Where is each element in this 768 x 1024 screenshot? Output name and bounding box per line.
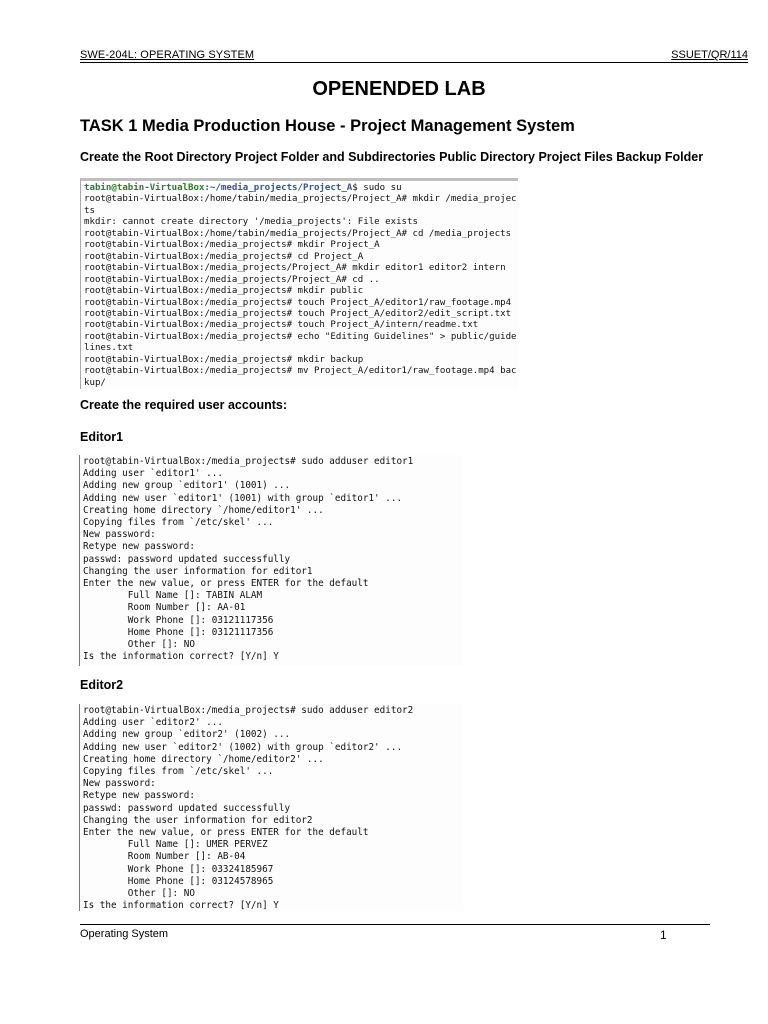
users-heading: Create the required user accounts:	[80, 398, 288, 412]
terminal-screenshot-editor2: root@tabin-VirtualBox:/media_projects# sudo adduser editor2 Adding user `editor2' ... Adding new group `editor2' (1002) ... Adding new user `editor2' (1002) with group `editor2' ... Creating home directory `/home/editor2' ... Copying files from `/etc/skel' ... New password: Retype new password: passwd: password updated successfully Changing the user information for editor2 Enter the new value, or press ENTER for the default Full Name []: UMER PERVEZ Room Number []: AB-04 Work Phone []: 03324185967 Home Phone []: 03124578965 Other []: NO Is the information correct? [Y/n] Y	[79, 704, 463, 911]
terminal-line: root@tabin-VirtualBox:/media_projects/Project_A# cd ..	[84, 274, 380, 285]
terminal-line: lines.txt	[84, 343, 134, 354]
editor2-heading: Editor2	[80, 678, 124, 692]
terminal-line: kup/	[84, 377, 106, 388]
terminal-screenshot-directories	[80, 178, 518, 389]
terminal-line: mkdir: cannot create directory '/media_projects': File exists	[84, 217, 418, 228]
editor1-heading: Editor1	[80, 430, 124, 444]
page-number: 1	[660, 928, 667, 942]
footer-divider	[80, 924, 710, 925]
terminal-line: ts	[84, 205, 95, 216]
task-subheading: Create the Root Directory Project Folder and Subdirectories Public Directory Project Files Backup Folder	[80, 150, 704, 164]
terminal-prompt-path: :~/media_projects/Project_A	[204, 183, 353, 193]
terminal-line: root@tabin-VirtualBox:/media_projects# mkdir public	[84, 286, 364, 297]
footer-label: Operating System	[80, 928, 169, 940]
page-title: OPENENDED LAB	[312, 78, 486, 100]
terminal-line: root@tabin-VirtualBox:/home/tabin/media_projects/Project_A# cd /media_projects	[84, 228, 512, 239]
header-code: SSUET/QR/114	[671, 49, 748, 61]
terminal-line: root@tabin-VirtualBox:/media_projects# touch Project_A/intern/readme.txt	[84, 320, 479, 331]
terminal-line: root@tabin-VirtualBox:/media_projects# cd Project_A	[84, 251, 364, 262]
terminal-line: root@tabin-VirtualBox:/media_projects# touch Project_A/editor2/edit_script.txt	[84, 308, 512, 319]
header-divider	[80, 62, 748, 63]
terminal-line: root@tabin-VirtualBox:/media_projects/Project_A# mkdir editor1 editor2 intern	[84, 263, 506, 274]
terminal-line: root@tabin-VirtualBox:/media_projects# touch Project_A/editor1/raw_footage.mp4	[84, 297, 512, 308]
terminal-line: root@tabin-VirtualBox:/media_projects# mv Project_A/editor1/raw_footage.mp4 bac	[84, 366, 517, 377]
terminal-prompt-command: $ sudo su	[352, 183, 402, 193]
terminal-line: root@tabin-VirtualBox:/home/tabin/media_projects/Project_A# mkdir /media_projec	[84, 194, 517, 205]
terminal-output-lines	[84, 194, 517, 387]
terminal-line: root@tabin-VirtualBox:/media_projects# echo "Editing Guidelines" > public/guide	[84, 331, 517, 342]
task-heading: TASK 1 Media Production House - Project Management System	[80, 117, 575, 135]
terminal-line: root@tabin-VirtualBox:/media_projects# mkdir Project_A	[84, 240, 380, 251]
terminal-line: root@tabin-VirtualBox:/media_projects# mkdir backup	[84, 354, 364, 365]
terminal-prompt-user: tabin@tabin-VirtualBox	[84, 183, 205, 193]
terminal-screenshot-editor1: root@tabin-VirtualBox:/media_projects# sudo adduser editor1 Adding user `editor1' ... Adding new group `editor1' (1001) ... Adding new user `editor1' (1001) with group `editor1' ... Creating home directory `/home/editor1' ... Copying files from `/etc/skel' ... New password: Retype new password: passwd: password updated successfully Changing the user information for editor1 Enter the new value, or press ENTER for the default Full Name []: TABIN ALAM Room Number []: AA-01 Work Phone []: 03121117356 Home Phone []: 03121117356 Other []: NO Is the information correct? [Y/n] Y	[79, 455, 463, 666]
header-course: SWE-204L: OPERATING SYSTEM	[80, 49, 255, 61]
